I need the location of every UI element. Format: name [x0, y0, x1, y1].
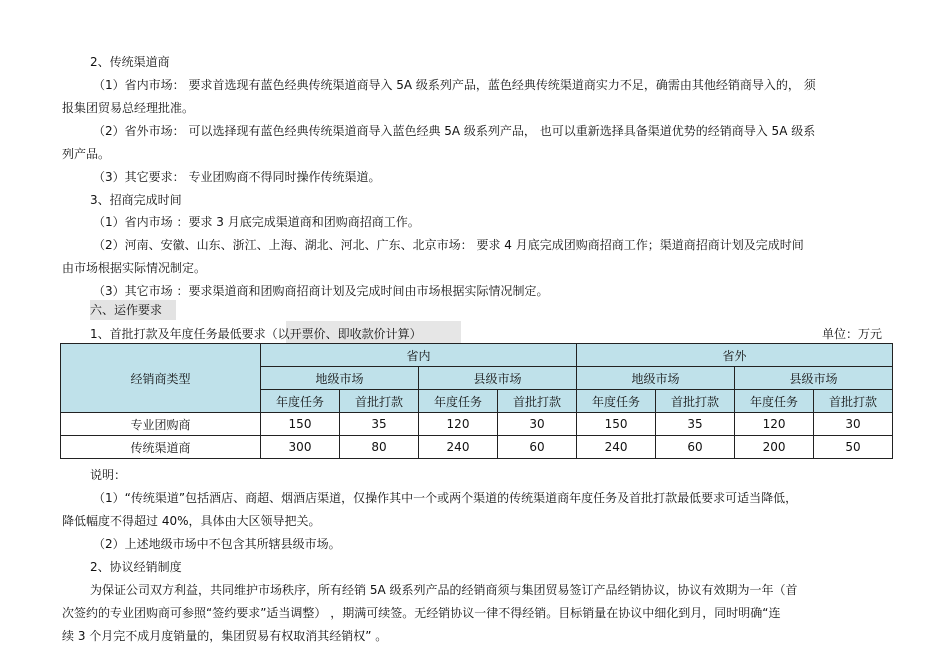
market-header: 地级市场	[261, 367, 419, 390]
value-cell: 240	[577, 436, 656, 459]
section-heading: 2、协议经销制度	[90, 560, 182, 574]
value-cell: 35	[340, 413, 419, 436]
value-cell: 80	[340, 436, 419, 459]
value-cell: 120	[735, 413, 814, 436]
region-header: 省内	[261, 344, 577, 367]
paragraph-line: （2）河南、安徽、山东、浙江、上海、湖北、河北、广东、北京市场： 要求 4 月底完成团购商招商工作；渠道商招商计划及完成时间	[93, 238, 804, 252]
value-cell: 50	[814, 436, 893, 459]
dealer-type-cell: 专业团购商	[61, 413, 261, 436]
value-cell: 300	[261, 436, 340, 459]
paragraph-line: 由市场根据实际情况制定。	[62, 261, 207, 275]
market-header: 地级市场	[577, 367, 735, 390]
note-line: （2）上述地级市场中不包含其所辖县级市场。	[93, 537, 341, 551]
value-cell: 30	[814, 413, 893, 436]
table-caption: 1、首批打款及年度任务最低要求（以开票价、即收款价计算）	[90, 327, 422, 341]
notes-heading: 说明：	[90, 468, 127, 482]
region-header: 省外	[577, 344, 893, 367]
paragraph-line: （2）省外市场： 可以选择现有蓝色经典传统渠道商导入蓝色经典 5A 级系列产品， 也可以重新选择具备渠道优势的经销商导入 5A 级系	[93, 124, 816, 138]
value-cell: 150	[261, 413, 340, 436]
value-cell: 120	[419, 413, 498, 436]
value-cell: 60	[656, 436, 735, 459]
paragraph-line: （3）其它要求： 专业团购商不得同时操作传统渠道。	[93, 170, 381, 184]
paragraph-line: 列产品。	[62, 147, 111, 161]
value-cell: 240	[419, 436, 498, 459]
metric-header: 年度任务	[577, 390, 656, 413]
dealer-type-header: 经销商类型	[61, 344, 261, 413]
value-cell: 200	[735, 436, 814, 459]
paragraph-line: 次签约的专业团购商可参照“签约要求”适当调整） ，期满可续签。无经销协议一律不得经销。目标销量在协议中细化到月，同时明确“连	[62, 606, 781, 620]
table-row	[61, 413, 893, 436]
metric-header: 年度任务	[261, 390, 340, 413]
paragraph-line: 报集团贸易总经理批准。	[62, 101, 195, 115]
unit-label: 单位：万元	[822, 327, 883, 341]
metric-header: 年度任务	[419, 390, 498, 413]
value-cell: 30	[498, 413, 577, 436]
note-line: 降低幅度不得超过 40%，具体由大区领导把关。	[62, 514, 321, 528]
section-heading: 六、运作要求	[90, 300, 176, 320]
paragraph-line: 续 3 个月完不成月度销量的，集团贸易有权取消其经销权” 。	[62, 629, 388, 643]
table-row	[61, 436, 893, 459]
dealer-type-cell: 传统渠道商	[61, 436, 261, 459]
value-cell: 150	[577, 413, 656, 436]
metric-header: 首批打款	[814, 390, 893, 413]
paragraph-line: （1）省内市场 ：要求 3 月底完成渠道商和团购商招商工作。	[93, 215, 420, 229]
market-header: 县级市场	[419, 367, 577, 390]
paragraph-line: （3）其它市场 ：要求渠道商和团购商招商计划及完成时间由市场根据实际情况制定。	[93, 284, 549, 298]
value-cell: 35	[656, 413, 735, 436]
value-cell: 60	[498, 436, 577, 459]
market-header: 县级市场	[735, 367, 893, 390]
paragraph-line: （1）省内市场： 要求首选现有蓝色经典传统渠道商导入 5A 级系列产品，蓝色经典传统渠道商实力不足，确需由其他经销商导入的， 须	[93, 78, 816, 92]
task-table	[60, 343, 893, 459]
note-line: （1）“传统渠道”包括酒店、商超、烟酒店渠道，仅操作其中一个或两个渠道的传统渠道商年度任务及首批打款最低要求可适当降低，	[93, 491, 798, 505]
paragraph-line: 2、传统渠道商	[90, 55, 170, 69]
metric-header: 首批打款	[656, 390, 735, 413]
metric-header: 首批打款	[498, 390, 577, 413]
paragraph-line: 为保证公司双方利益，共同维护市场秩序，所有经销 5A 级系列产品的经销商须与集团贸易签订产品经销协议，协议有效期为一年（首	[90, 583, 798, 597]
section-heading: 3、招商完成时间	[90, 193, 182, 207]
metric-header: 首批打款	[340, 390, 419, 413]
metric-header: 年度任务	[735, 390, 814, 413]
